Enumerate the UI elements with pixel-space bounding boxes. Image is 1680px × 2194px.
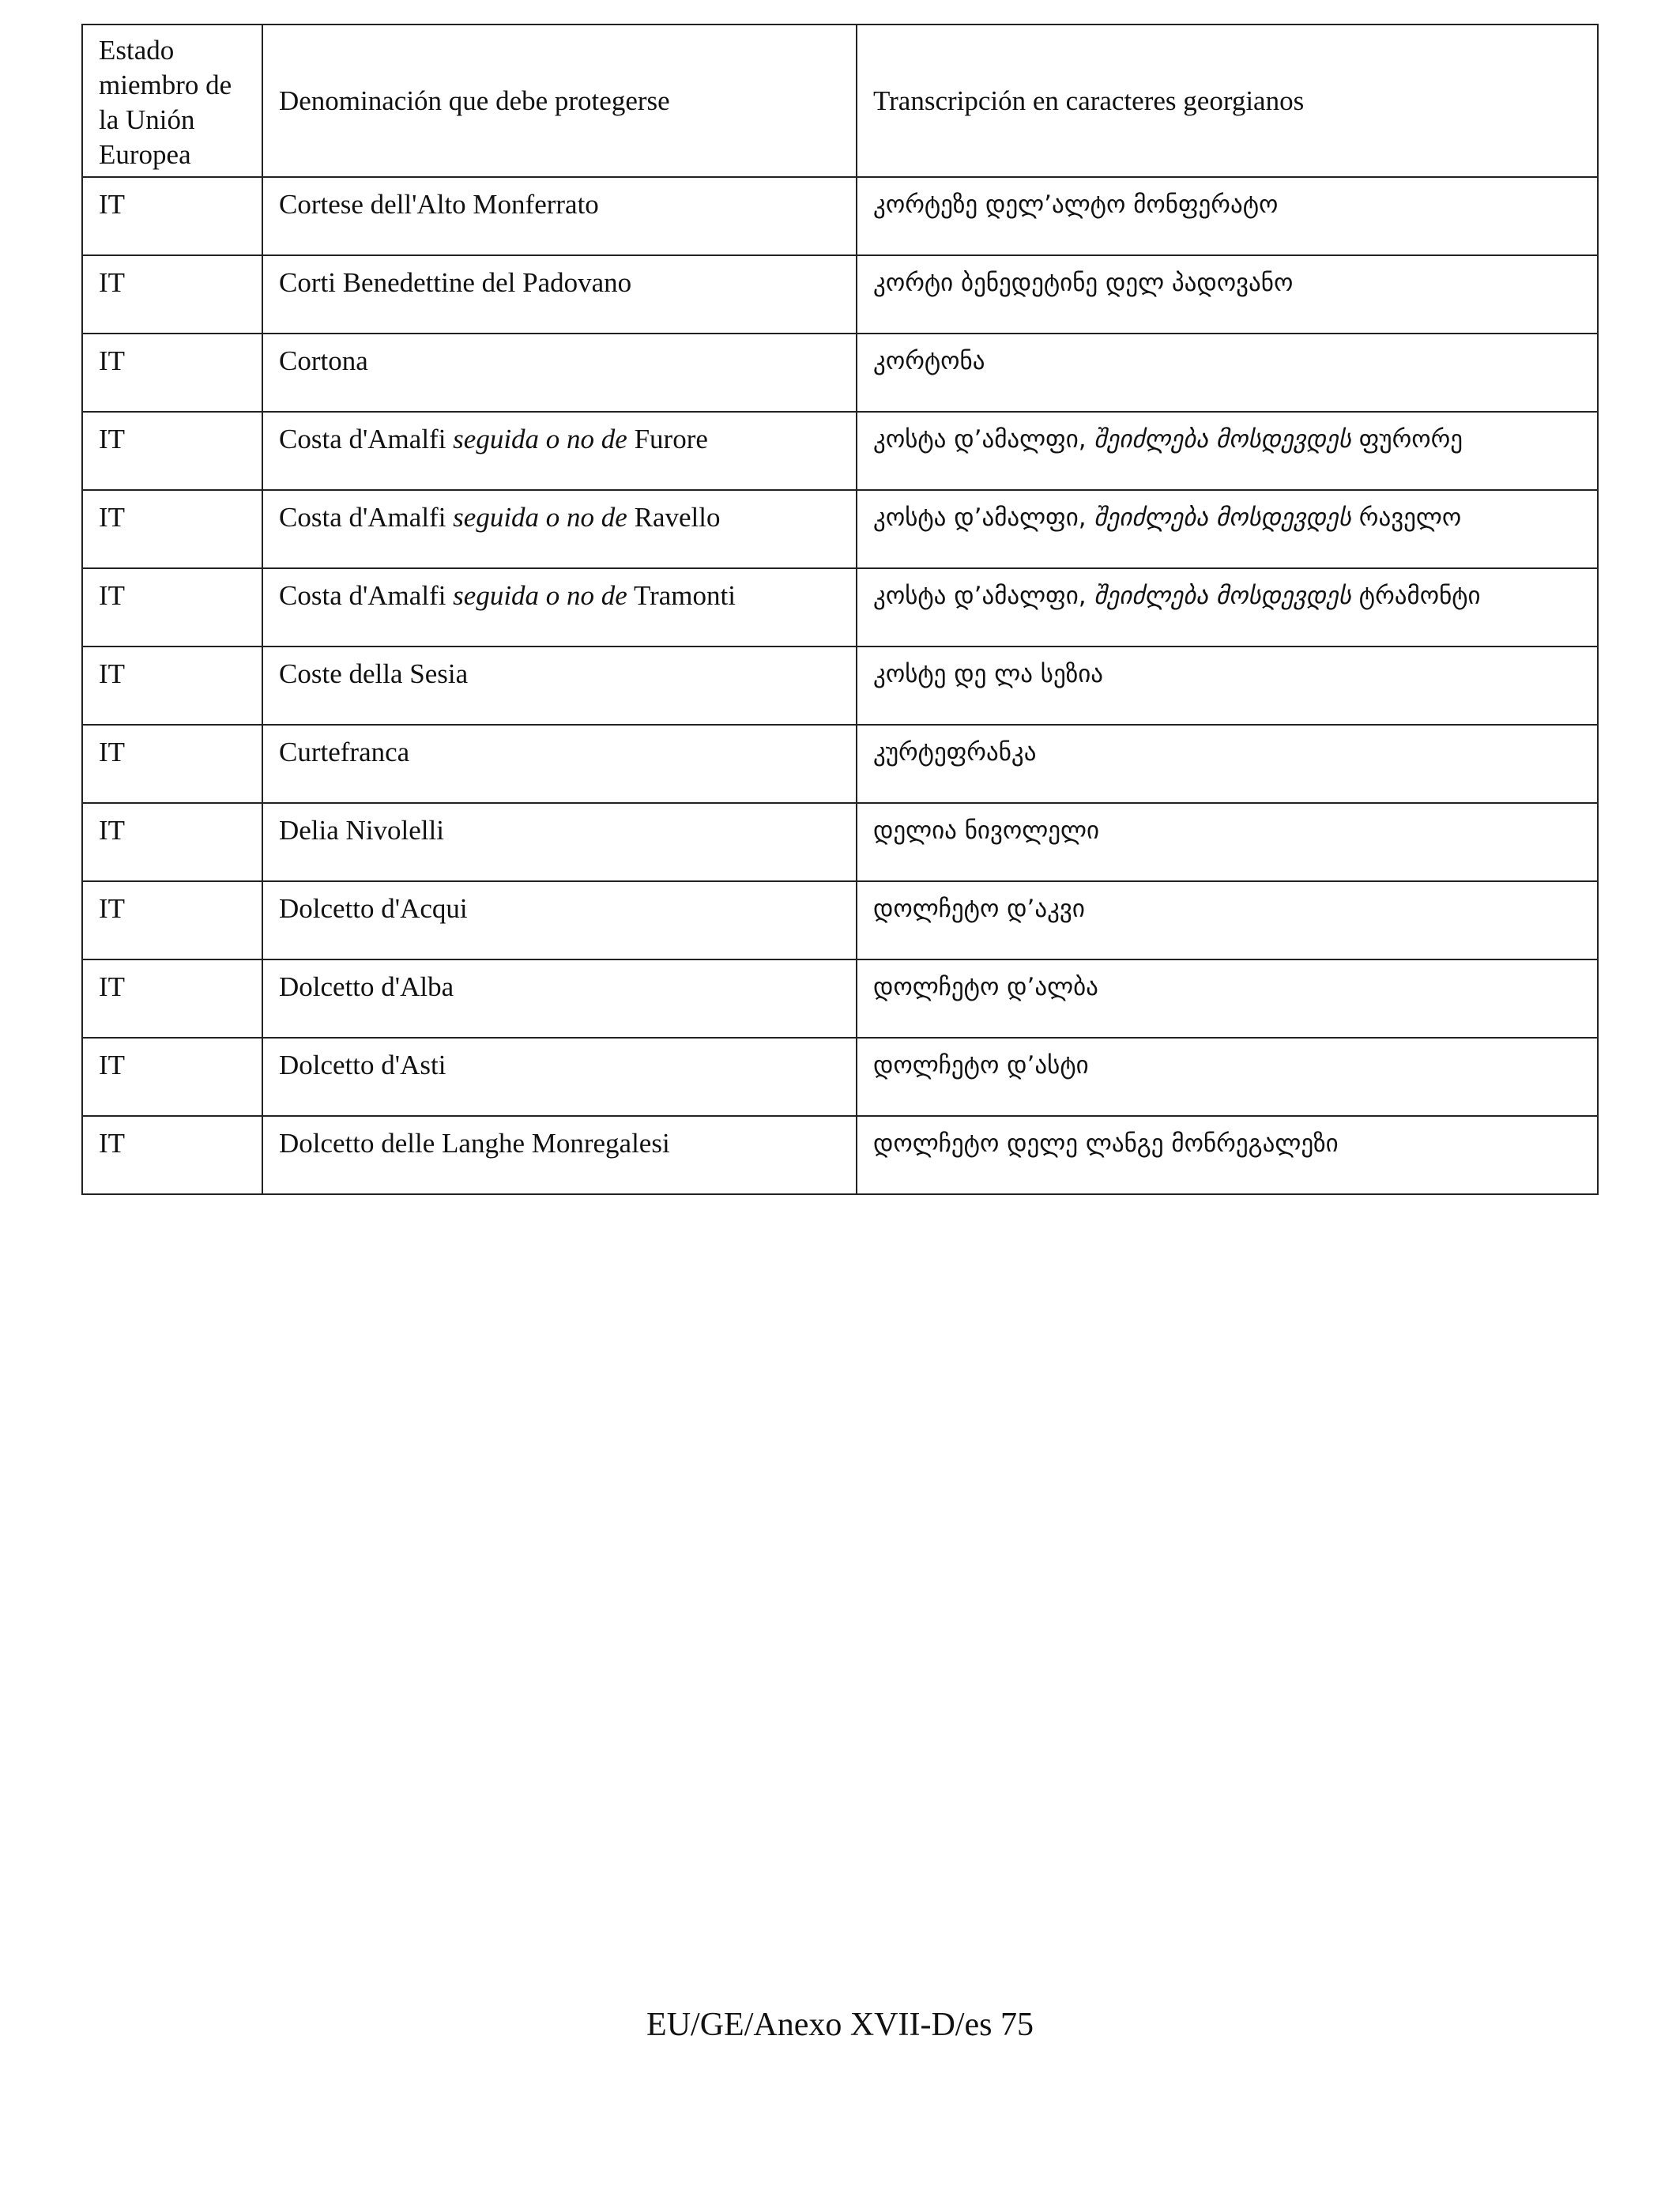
table-row: [82, 725, 1598, 803]
table-row: [82, 881, 1598, 959]
name-pre-text: Curtefranca: [279, 737, 410, 767]
designation-cell: [262, 490, 857, 568]
ka-pre-text: კოსტა დ’ამალფი,: [873, 425, 1094, 454]
member-state-cell: IT: [82, 803, 262, 881]
ka-italic-text: შეიძლება მოსდევდეს: [1094, 503, 1351, 532]
table-row: [82, 647, 1598, 725]
ka-pre-text: კორტონა: [873, 347, 985, 375]
name-pre-text: Dolcetto d'Acqui: [279, 893, 468, 924]
designation-cell: [262, 959, 857, 1038]
page-footer: EU/GE/Anexo XVII-D/es 75: [646, 2007, 1034, 2043]
name-pre-text: Dolcetto d'Asti: [279, 1050, 446, 1080]
georgian-transcription-cell: [857, 725, 1598, 803]
table-row: [82, 334, 1598, 412]
name-post-text: Tramonti: [627, 580, 736, 611]
name-pre-text: Corti Benedettine del Padovano: [279, 267, 632, 298]
ka-pre-text: კოსტა დ’ამალფი,: [873, 582, 1094, 610]
ka-pre-text: კორტი ბენედეტინე დელ პადოვანო: [873, 269, 1294, 297]
designations-table: [81, 24, 1599, 1195]
georgian-transcription-cell: [857, 881, 1598, 959]
georgian-transcription-cell: [857, 959, 1598, 1038]
georgian-transcription-cell: [857, 177, 1598, 255]
table-row: [82, 412, 1598, 490]
table-row: [82, 490, 1598, 568]
designation-cell: [262, 568, 857, 647]
member-state-cell: IT: [82, 1038, 262, 1116]
ka-pre-text: კურტეფრანკა: [873, 738, 1037, 767]
table-header-row: [82, 25, 1598, 177]
georgian-transcription-cell: [857, 255, 1598, 334]
member-state-cell: IT: [82, 412, 262, 490]
ka-italic-text: შეიძლება მოსდევდეს: [1094, 582, 1351, 610]
table-row: [82, 177, 1598, 255]
member-state-cell: IT: [82, 959, 262, 1038]
header-member-state: Estado miembro de la Unión Europea: [82, 25, 262, 177]
name-pre-text: Dolcetto delle Langhe Monregalesi: [279, 1128, 670, 1159]
designation-cell: [262, 647, 857, 725]
ka-pre-text: კოსტა დ’ამალფი,: [873, 503, 1094, 532]
ka-pre-text: დოლჩეტო დ’აკვი: [873, 895, 1085, 923]
name-pre-text: Coste della Sesia: [279, 658, 469, 689]
member-state-cell: IT: [82, 490, 262, 568]
designation-cell: [262, 725, 857, 803]
designation-cell: [262, 412, 857, 490]
member-state-cell: IT: [82, 334, 262, 412]
georgian-transcription-cell: [857, 334, 1598, 412]
table-row: [82, 1116, 1598, 1194]
georgian-transcription-cell: [857, 803, 1598, 881]
table-row: [82, 803, 1598, 881]
ka-pre-text: დოლჩეტო დელე ლანგე მონრეგალეზი: [873, 1129, 1339, 1158]
ka-pre-text: დოლჩეტო დ’ალბა: [873, 973, 1098, 1001]
designation-cell: [262, 803, 857, 881]
designation-cell: [262, 334, 857, 412]
designation-cell: [262, 1116, 857, 1194]
designation-cell: [262, 881, 857, 959]
member-state-cell: IT: [82, 881, 262, 959]
ka-pre-text: კორტეზე დელ’ალტო მონფერატო: [873, 190, 1279, 219]
name-italic-text: seguida o no de: [453, 502, 627, 533]
table-row: [82, 255, 1598, 334]
name-italic-text: seguida o no de: [453, 580, 627, 611]
member-state-cell: IT: [82, 177, 262, 255]
georgian-transcription-cell: [857, 647, 1598, 725]
table-row: [82, 1038, 1598, 1116]
designation-cell: [262, 255, 857, 334]
member-state-cell: IT: [82, 1116, 262, 1194]
georgian-transcription-cell: [857, 490, 1598, 568]
member-state-cell: IT: [82, 725, 262, 803]
georgian-transcription-cell: [857, 568, 1598, 647]
header-designation: Denominación que debe protegerse: [262, 25, 857, 177]
member-state-cell: IT: [82, 255, 262, 334]
georgian-transcription-cell: [857, 412, 1598, 490]
name-pre-text: Dolcetto d'Alba: [279, 971, 454, 1002]
ka-pre-text: დელია ნივოლელი: [873, 816, 1100, 845]
name-pre-text: Delia Nivolelli: [279, 815, 444, 846]
name-pre-text: Costa d'Amalfi: [279, 424, 454, 454]
name-pre-text: Cortese dell'Alto Monferrato: [279, 189, 599, 220]
ka-post-text: რაველო: [1350, 503, 1462, 532]
name-post-text: Ravello: [627, 502, 721, 533]
name-pre-text: Costa d'Amalfi: [279, 502, 454, 533]
designation-cell: [262, 1038, 857, 1116]
header-georgian-transcription: Transcripción en caracteres georgianos: [857, 25, 1598, 177]
member-state-cell: IT: [82, 647, 262, 725]
georgian-transcription-cell: [857, 1116, 1598, 1194]
name-post-text: Furore: [627, 424, 708, 454]
name-italic-text: seguida o no de: [453, 424, 627, 454]
ka-post-text: ფურორე: [1350, 425, 1463, 454]
table-row: [82, 568, 1598, 647]
ka-post-text: ტრამონტი: [1350, 582, 1481, 610]
ka-pre-text: კოსტე დე ლა სეზია: [873, 660, 1104, 688]
designation-cell: [262, 177, 857, 255]
ka-pre-text: დოლჩეტო დ’ასტი: [873, 1051, 1089, 1080]
name-pre-text: Costa d'Amalfi: [279, 580, 454, 611]
ka-italic-text: შეიძლება მოსდევდეს: [1094, 425, 1351, 454]
member-state-cell: IT: [82, 568, 262, 647]
name-pre-text: Cortona: [279, 345, 368, 376]
table-row: [82, 959, 1598, 1038]
georgian-transcription-cell: [857, 1038, 1598, 1116]
